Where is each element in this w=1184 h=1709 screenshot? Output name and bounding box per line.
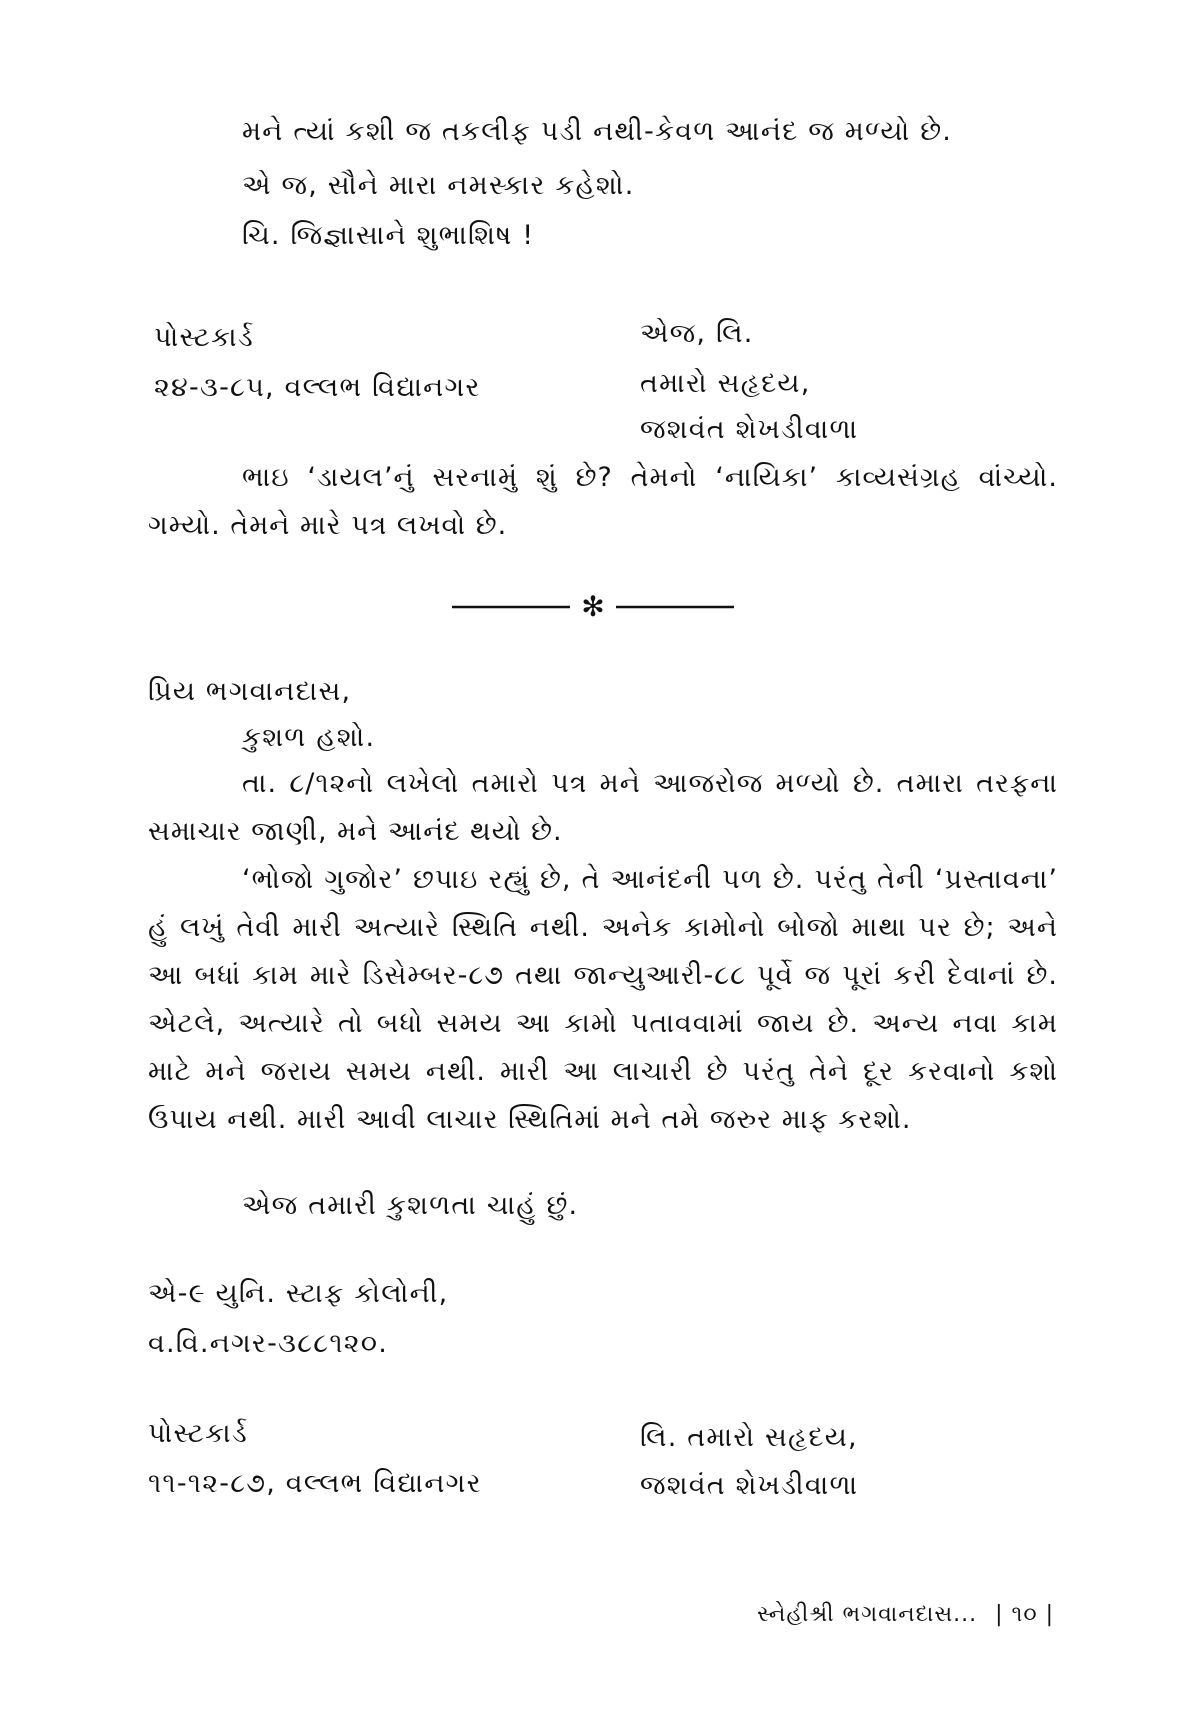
sender-2: જશવંત શેખડીવાળા xyxy=(640,1470,859,1501)
yours-2: લિ. તમારો સહૃદય, xyxy=(640,1422,858,1453)
ornamental-divider xyxy=(452,592,734,622)
yours-1: તમારો સહૃદય, xyxy=(640,368,811,399)
opening-line-3: ચિ. જિજ્ઞાસાને શુભાશિષ ! xyxy=(242,220,535,251)
page-footer xyxy=(757,1602,1054,1627)
divider-ornament-icon: ✻ xyxy=(581,592,605,622)
page-number: | ૧૦ | xyxy=(995,1602,1054,1627)
body-paragraph-1: તા. ૮/૧૨નો લખેલો તમારો પત્ર મને આજરોજ મળ્યો છે. તમારા તરફના સમાચાર જાણી, મને આનંદ થયો છે. xyxy=(148,768,1058,847)
address-line-1: એ-૯ યુનિ. સ્ટાફ કોલોની, xyxy=(148,1278,449,1309)
opening-line-2: એ જ, સૌને મારા નમસ્કાર કહેશો. xyxy=(242,170,635,201)
sender-1: જશવંત શેખડીવાળા xyxy=(640,414,859,445)
postscript-paragraph: ભાઇ ‘ડાયલ’નું સરનામું શું છે? તેમનો ‘નાયિકા’ કાવ્યસંગ્રહ વાંચ્યો. ગમ્યો. તેમને મારે પત્ર લખવો છે. xyxy=(148,462,1058,541)
date-place-2: ૧૧-૧૨-૮૭, વલ્લભ વિદ્યાનગર xyxy=(148,1468,482,1499)
closing-line: એજ તમારી કુશળતા ચાહું છું. xyxy=(242,1190,579,1221)
greeting: કુશળ હશો. xyxy=(242,722,376,753)
opening-line-1: મને ત્યાં કશી જ તકલીફ પડી નથી-કેવળ આનંદ જ મળ્યો છે. xyxy=(242,116,953,147)
closing-1: એજ, લિ. xyxy=(640,318,754,349)
body-paragraph-2: ‘ભોજો ગુજોર’ છપાઇ રહ્યું છે, તે આનંદની પળ છે. પરંતુ તેની ‘પ્રસ્તાવના’ હું લખું તેવી મારી અત્યારે સ્થિતિ નથી. અનેક કામોનો બોજો માથા પર છે; અને આ બધાં કામ મારે ડિસેમ્બર-૮૭ તથા જાન્યુઆરી-૮૮ પૂર્વે જ પૂરાં કરી દેવાનાં છે. એટલે, અત્યારે તો બધો સમય આ કામો પતાવવામાં જાય છે. અન્ય નવા કામ માટે મને જરાય સમય નથી. મારી આ લાચારી છે પરંતુ તેને દૂર કરવાનો કશો ઉપાય નથી. મારી આવી લાચાર સ્થિતિમાં મને તમે જરુર માફ કરશો. xyxy=(148,864,1058,1135)
running-title: સ્નેહીશ્રી ભગવાનદાસ... xyxy=(757,1602,978,1627)
address-line-2: વ.વિ.નગર-૩૮૮૧૨૦. xyxy=(148,1328,389,1359)
postcard-label-1: પોસ્ટકાર્ડ xyxy=(154,322,254,353)
postcard-label-2: પોસ્ટકાર્ડ xyxy=(148,1418,248,1449)
date-place-1: ૨૪-૩-૮૫, વલ્લભ વિદ્યાનગર xyxy=(154,372,481,403)
salutation: પ્રિય ભગવાનદાસ, xyxy=(148,676,352,707)
